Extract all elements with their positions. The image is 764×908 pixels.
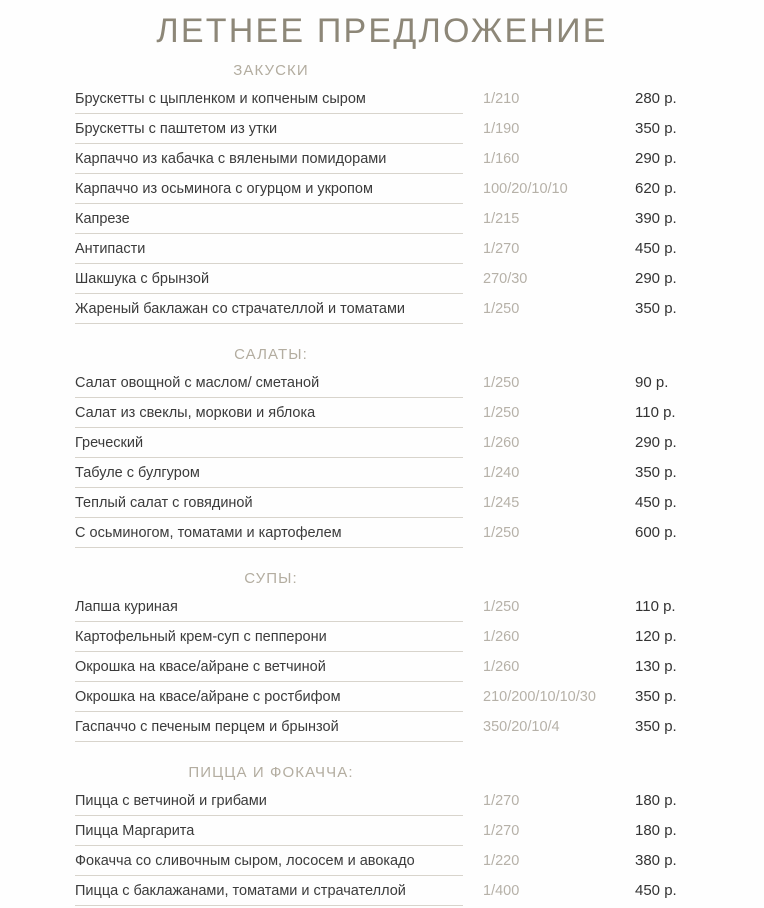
menu-item-portion: 1/220 [483, 853, 520, 870]
menu-item-portion: 1/245 [483, 495, 520, 512]
menu-item-price: 350 р. [635, 300, 677, 318]
menu-item-list [0, 787, 764, 907]
menu-item-portion: 210/200/10/10/30 [483, 689, 596, 706]
menu-item-name: Пицца с баклажанами, томатами и страчателлой [75, 877, 463, 906]
section-header: ПИЦЦА И ФОКАЧЧА: [188, 764, 354, 782]
menu-item-portion: 1/260 [483, 629, 520, 646]
page-title: ЛЕТНЕЕ ПРЕДЛОЖЕНИЕ [156, 12, 608, 50]
menu-item-portion: 1/260 [483, 659, 520, 676]
menu-item-portion: 1/250 [483, 525, 520, 542]
menu-item-row [0, 847, 764, 877]
menu-item-price: 350 р. [635, 464, 677, 482]
menu-item-price: 350 р. [635, 120, 677, 138]
menu-item-price: 290 р. [635, 150, 677, 168]
menu-item-list [0, 85, 764, 325]
menu-item-row [0, 145, 764, 175]
menu-section [0, 339, 764, 549]
menu-item-price: 600 р. [635, 524, 677, 542]
menu-item-portion: 1/215 [483, 211, 520, 228]
menu-item-name: Шакшука с брынзой [75, 265, 463, 294]
menu-sections [0, 55, 764, 907]
menu-item-name: Картофельный крем-суп с пепперони [75, 623, 463, 652]
menu-item-price: 290 р. [635, 434, 677, 452]
menu-item-name: Окрошка на квасе/айране с ростбифом [75, 683, 463, 712]
menu-item-price: 280 р. [635, 90, 677, 108]
menu-item-name: Брускетты с паштетом из утки [75, 115, 463, 144]
menu-item-name: Жареный баклажан со страчателлой и томатами [75, 295, 463, 324]
menu-item-row [0, 429, 764, 459]
menu-item-portion: 1/270 [483, 823, 520, 840]
section-header: САЛАТЫ: [234, 346, 308, 364]
menu-item-price: 110 р. [635, 404, 676, 422]
menu-item-portion: 1/210 [483, 91, 520, 108]
menu-item-name: Теплый салат с говядиной [75, 489, 463, 518]
menu-item-price: 130 р. [635, 658, 677, 676]
menu-item-row [0, 459, 764, 489]
menu-item-name: Пицца Маргарита [75, 817, 463, 846]
menu-item-row [0, 653, 764, 683]
menu-item-row [0, 399, 764, 429]
menu-item-price: 90 р. [635, 374, 669, 392]
menu-item-portion: 1/250 [483, 301, 520, 318]
menu-item-row [0, 85, 764, 115]
section-header: ЗАКУСКИ [233, 62, 309, 80]
menu-item-name: Греческий [75, 429, 463, 458]
menu-item-row [0, 713, 764, 743]
menu-item-portion: 1/250 [483, 405, 520, 422]
menu-item-row [0, 817, 764, 847]
menu-item-portion: 1/270 [483, 241, 520, 258]
menu-item-portion: 1/250 [483, 599, 520, 616]
menu-item-portion: 1/190 [483, 121, 520, 138]
menu-item-price: 290 р. [635, 270, 677, 288]
menu-item-row [0, 519, 764, 549]
menu-item-name: Капрезе [75, 205, 463, 234]
menu-item-portion: 1/270 [483, 793, 520, 810]
menu-item-portion: 270/30 [483, 271, 528, 288]
menu-item-name: Пицца с ветчиной и грибами [75, 787, 463, 816]
menu-item-name: Фокачча со сливочным сыром, лососем и авокадо [75, 847, 463, 876]
menu-item-name: Табуле с булгуром [75, 459, 463, 488]
menu-item-portion: 1/260 [483, 435, 520, 452]
menu-item-price: 180 р. [635, 792, 677, 810]
menu-item-price: 350 р. [635, 688, 677, 706]
menu-item-portion: 1/240 [483, 465, 520, 482]
menu-item-row [0, 623, 764, 653]
menu-item-name: Лапша куриная [75, 593, 463, 622]
menu-item-row [0, 205, 764, 235]
menu-item-portion: 100/20/10/10 [483, 181, 568, 198]
menu-item-name: Гаспаччо с печеным перцем и брынзой [75, 713, 463, 742]
menu-item-price: 620 р. [635, 180, 677, 198]
menu-item-list [0, 593, 764, 743]
menu-item-price: 110 р. [635, 598, 676, 616]
menu-item-name: Антипасти [75, 235, 463, 264]
menu-item-name: Салат овощной с маслом/ сметаной [75, 369, 463, 398]
menu-item-price: 180 р. [635, 822, 677, 840]
menu-item-row [0, 115, 764, 145]
menu-item-name: Карпаччо из осьминога с огурцом и укропом [75, 175, 463, 204]
menu-item-price: 450 р. [635, 240, 677, 258]
menu-item-row [0, 877, 764, 907]
menu-item-row [0, 235, 764, 265]
menu-item-portion: 1/250 [483, 375, 520, 392]
menu-item-portion: 1/400 [483, 883, 520, 900]
menu-item-row [0, 295, 764, 325]
menu-item-name: Окрошка на квасе/айране с ветчиной [75, 653, 463, 682]
menu-section [0, 55, 764, 325]
menu-item-row [0, 787, 764, 817]
menu-item-list [0, 369, 764, 549]
menu-item-row [0, 683, 764, 713]
menu-item-name: С осьминогом, томатами и картофелем [75, 519, 463, 548]
menu-item-price: 120 р. [635, 628, 677, 646]
menu-section [0, 757, 764, 907]
section-header: СУПЫ: [244, 570, 298, 588]
menu-item-name: Брускетты с цыпленком и копченым сыром [75, 85, 463, 114]
menu-item-row [0, 369, 764, 399]
menu-item-portion: 1/160 [483, 151, 520, 168]
menu-item-row [0, 265, 764, 295]
menu-item-row [0, 593, 764, 623]
menu-item-name: Карпаччо из кабачка с вялеными помидорами [75, 145, 463, 174]
menu-item-price: 450 р. [635, 882, 677, 900]
menu-item-price: 350 р. [635, 718, 677, 736]
menu-item-price: 390 р. [635, 210, 677, 228]
menu-item-name: Салат из свеклы, моркови и яблока [75, 399, 463, 428]
menu-section [0, 563, 764, 743]
menu-item-row [0, 175, 764, 205]
menu-item-price: 380 р. [635, 852, 677, 870]
menu-item-row [0, 489, 764, 519]
menu-item-price: 450 р. [635, 494, 677, 512]
menu-item-portion: 350/20/10/4 [483, 719, 560, 736]
